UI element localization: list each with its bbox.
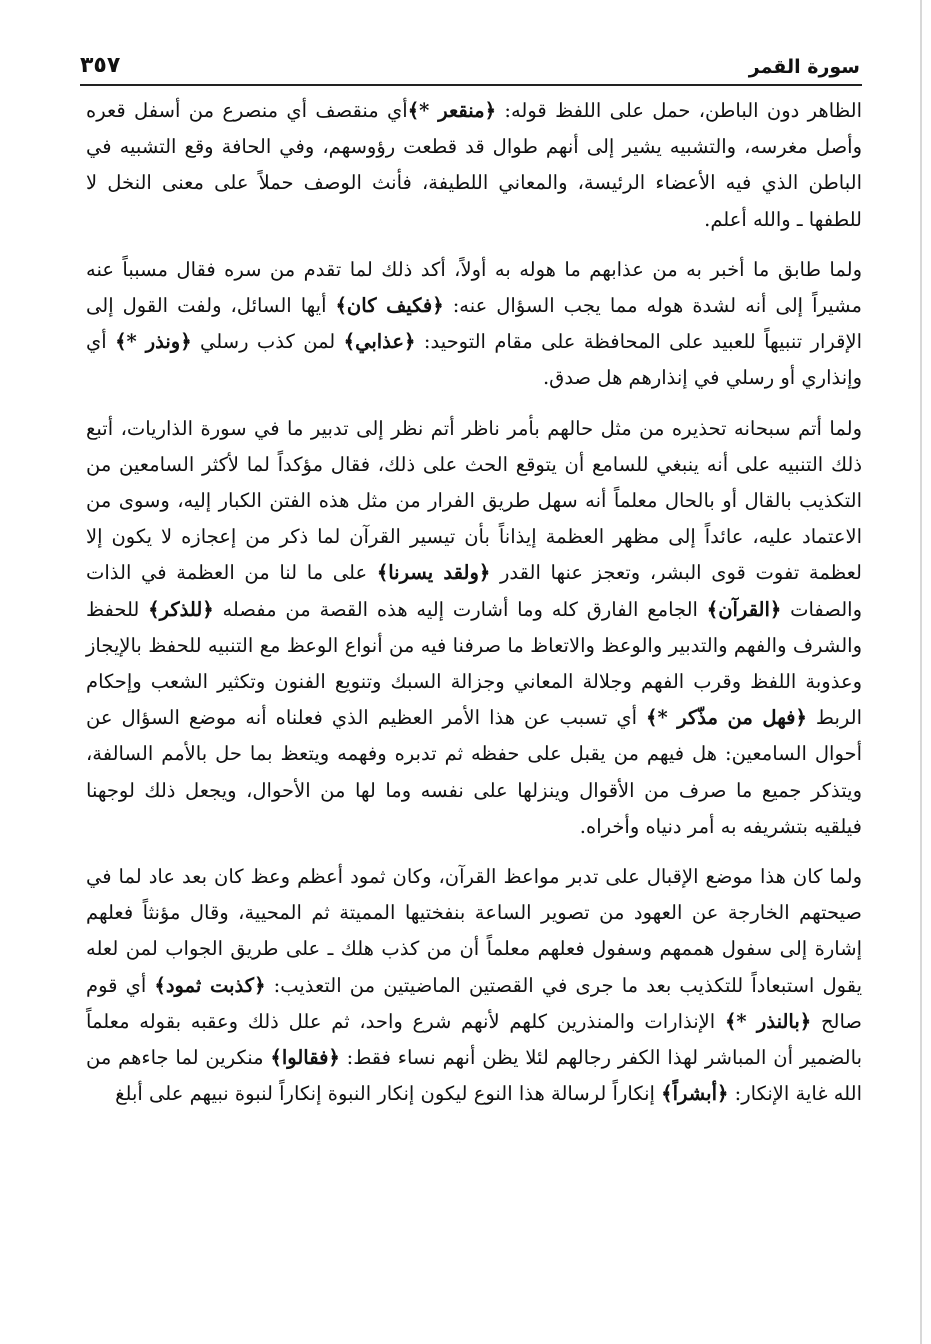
text-segment: للحفظ والشرف والفهم والتدبير والوعظ والاتعاظ ما صرفنا فيه من أنواع الوعظ مع التنبيه للحفظ بالإيجاز وعذوبة اللفظ وقرب الفهم وجلالة المعاني وجزالة السبك وتنويع الفنون وتكثير الشعب وإحكام الربط [86,597,862,730]
quran-verse-kadhabat-thamud: ﴿كذبت ثمود﴾ [154,973,266,997]
text-segment: إنكاراً لرسالة هذا النوع ليكون إنكار النبوة إنكاراً لنبوة نبيهم على أبلغ [115,1082,662,1106]
quran-verse-munqair: ﴿منقعر *﴾ [407,99,497,122]
quran-verse-adhabi: ﴿عذابي﴾ [343,330,416,354]
text-segment: أي منقصف أي منصرع من أسفل قعره وأصل مغرسه، والتشبيه يشير إلى أنهم طوال قد قطعت رؤوسهم، وفي الحافة وقع التشبيه في الباطن الذي فيه الأعضاء الرئيسة، والمعاني اللطيفة، فأنث الوصف حملاً على معنى النخل لا للطفها ـ والله أعلم. [86,99,862,231]
text-segment: الجامع الفارق كله وما أشارت إليه هذه القصة من مفصله [213,597,707,621]
quran-verse-lildhikr: ﴿للذكر﴾ [148,597,214,621]
text-segment: منكرين لما جاءهم من الله غاية الإنكار: [86,1046,862,1106]
quran-verse-fahal-min-muddakir: ﴿فهل من مذّكر *﴾ [646,706,807,730]
quran-verse-abasharan: ﴿أبشراً﴾ [661,1082,729,1106]
page-number: ٣٥٧ [80,53,121,78]
text-segment: لمن كذب رسلي [191,330,344,354]
paragraph-2 [86,252,862,397]
text-segment: ولما أتم سبحانه تحذيره من مثل حالهم بأمر ناظر أتم نظر إلى تدبير ما في سورة الذاريات، أتبع ذلك التنبيه على أنه ينبغي للسامع أن يتوقع الحث على ذلك، فقال مؤكداً لما لأكثر السامعين من التكذيب بالقال أو بالحال معلماً أنه سهل طريق الفرار من مثل هذه الفتن الكبار إليه، وسوى من الاعتماد عليه، عائداً إلى مظهر العظمة إيذاناً بأن تيسير القرآن لما ذكر من إعجازه لا يكون إلا لعظمة تفوت قوى البشر، وتعجز عنها القدر [86,416,862,585]
quran-verse-wanudhur: ﴿ونذر *﴾ [115,330,192,354]
page-header [80,38,860,78]
text-segment: أي تسبب عن هذا الأمر العظيم الذي فعلناه أنه موضع السؤال عن أحوال السامعين: هل فيهم من يقبل على حفظه ثم تدبره وفهمه ويتعظ بما حل بالأمم السالفة، ويتذكر جميع ما صرف من الأقوال وينزلها على نفسه وما لها من الأحوال، ويجعل ذلك لوجهنا فيلقيه بتشريفه به أمر دنياه وأخراه. [86,706,862,838]
paragraph-3 [86,411,862,845]
text-segment: أيها السائل، ولفت القول إلى الإقرار تنبيهاً للعبيد على المحافظة على مقام التوحيد: [86,294,862,354]
text-segment: أي وإنذاري أو رسلي في إنذارهم هل صدق. [86,330,862,390]
text-segment: ولما طابق ما أخبر به من عذابهم ما هوله به أولاً، أكد ذلك لما تقدم من سره فقال مسبباً عنه مشيراً إلى أنه لشدة هوله مما يجب السؤال عنه: [86,257,862,318]
paragraph-4 [86,859,862,1112]
quran-verse-walaqad-yassarna: ﴿ولقد يسرنا﴾ [376,561,491,585]
page-edge-line [920,0,922,1344]
surah-title: سورة القمر [748,56,860,78]
quran-verse-fakayfa-kana: ﴿فكيف كان﴾ [335,294,444,318]
text-segment: ولما كان هذا موضع الإقبال على تدبر مواعظ القرآن، وكان ثمود أعظم وعظ كان بعد عاد لما في صيحتهم الخارجة عن العهود من تصوير الساعة بنفختيها المميتة ثم المحيية، وقال مؤنثاً فعلهم إشارة إلى سفول هممهم وسفول فعلهم معلماً أن من كذب هلك ـ على طريق الجواب لمن لعله يقول استبعاداً للتكذيب بعد ما جرى في القصتين الماضيتين من التعذيب: [86,865,862,997]
header-divider [80,84,862,86]
text-segment: على ما لنا من العظمة في الذات والصفات [86,561,862,621]
text-segment: الإنذارات والمنذرين كلهم لأنهم شرع واحد، ثم علل ذلك وعقبه بقوله معلماً بالضمير أن المباشر لهذا الكفر رجالهم لئلا يظن أنهم نساء فقط: [86,1009,862,1070]
quran-verse-alquran: ﴿القرآن﴾ [706,597,782,621]
text-segment: الظاهر دون الباطن، حمل على اللفظ قوله: [496,99,863,122]
text-segment: أي قوم صالح [86,973,862,1033]
quran-verse-binnudhur: ﴿بالنذر *﴾ [724,1009,812,1033]
body-text [86,93,862,1126]
quran-verse-faqalu: ﴿فقالوا﴾ [270,1046,340,1070]
paragraph-1 [86,93,862,238]
